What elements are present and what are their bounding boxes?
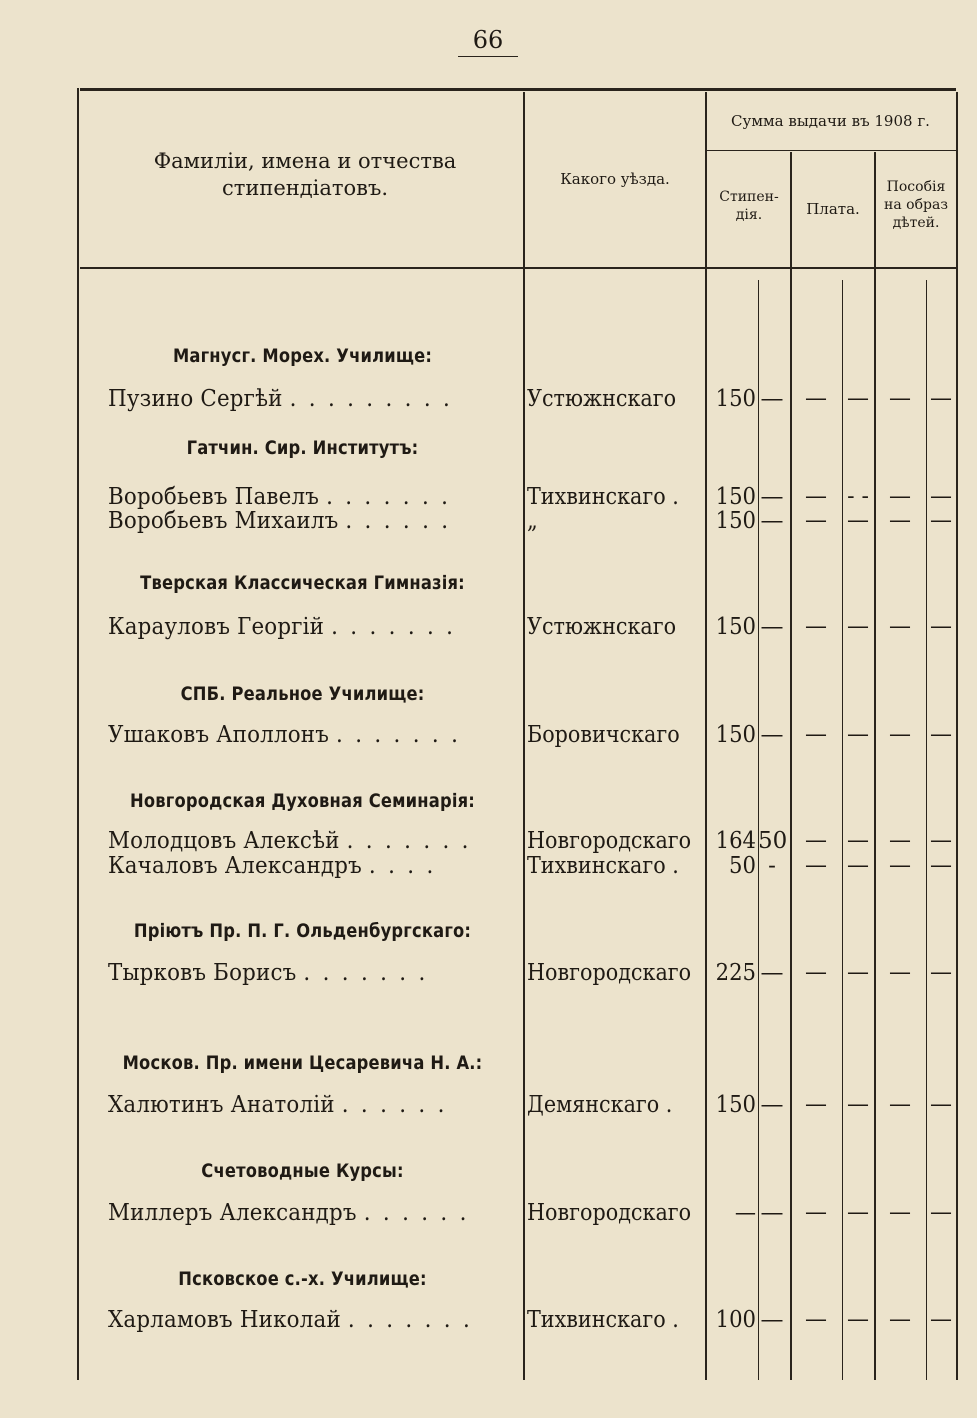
posobie-kop-cell: —: [930, 722, 952, 747]
posobie-kop-cell: —: [930, 508, 952, 533]
plata-kop-cell: —: [847, 828, 869, 853]
plata-kop-cell: —: [847, 853, 869, 878]
posobie-rub-cell: —: [889, 722, 911, 747]
table-row: [0, 508, 977, 538]
leader-dots: . . . . . . .: [331, 614, 456, 640]
posobie-rub-cell: —: [889, 1307, 911, 1332]
posobie-kop-cell: —: [930, 484, 952, 509]
plata-kop-cell: —: [847, 1092, 869, 1117]
sum-header-rule: [706, 150, 956, 151]
header-plata: Плата.: [806, 200, 860, 218]
student-name-text: Миллеръ Александръ: [108, 1200, 357, 1226]
table-row: [0, 960, 977, 990]
section-title: Новгородская Духовная Семинарія:: [130, 790, 475, 812]
uezd-cell: Новгородскаго: [527, 828, 692, 854]
header-stipend: Стипен-дія.: [719, 189, 779, 224]
section-title: Тверская Классическая Гимназія:: [140, 572, 465, 594]
uezd-cell: Новгородскаго: [527, 1200, 692, 1226]
plata-rub-cell: —: [805, 484, 827, 509]
student-name-text: Харламовъ Николай: [108, 1307, 341, 1333]
stipend-rub-cell: 225: [715, 960, 756, 986]
stipend-kop-cell: 50: [758, 828, 788, 854]
header-sum: Сумма выдачи въ 1908 г.: [731, 112, 930, 130]
student-name-text: Халютинъ Анатолій: [108, 1092, 335, 1118]
plata-rub-cell: —: [805, 853, 827, 878]
stipend-rub-cell: 100: [715, 1307, 756, 1333]
header-bottom-rule: [80, 267, 956, 269]
header-uezd: Какого уѣзда.: [560, 170, 670, 188]
plata-kop-cell: —: [847, 1307, 869, 1332]
posobie-kop-cell: —: [930, 1092, 952, 1117]
col-divider-posobie: [874, 152, 876, 1380]
leader-dots: . . . .: [368, 853, 437, 879]
stipend-rub-cell: 150: [715, 1092, 756, 1118]
student-name-text: Молодцовъ Алексѣй: [108, 828, 340, 854]
student-name: [108, 1092, 485, 1118]
section-title: Пріютъ Пр. П. Г. Ольденбургскаго:: [133, 920, 472, 942]
uezd-cell: „: [527, 508, 538, 534]
table-row: [0, 1307, 977, 1337]
section-title: Магнусг. Морех. Училище:: [172, 345, 433, 367]
stipend-kop-cell: —: [760, 508, 784, 534]
table-row: [0, 853, 977, 883]
page-number: 66: [458, 26, 518, 57]
uezd-cell: Боровичскаго: [527, 722, 680, 748]
stipend-rub-cell: 150: [715, 508, 756, 534]
posobie-rub-cell: —: [889, 614, 911, 639]
col-divider-plata: [790, 152, 792, 1380]
stipend-rub-cell: 50: [729, 853, 756, 879]
plata-kop-cell: —: [847, 722, 869, 747]
uezd-cell: Новгородскаго: [527, 960, 692, 986]
table-row: [0, 722, 977, 752]
leader-dots: . . . . . .: [345, 508, 451, 534]
leader-dots: . . . . . . .: [336, 722, 461, 748]
plata-rub-cell: —: [805, 1092, 827, 1117]
uezd-cell: Тихвинскаго .: [527, 1307, 679, 1333]
plata-rub-cell: —: [805, 614, 827, 639]
uezd-cell: Тихвинскаго .: [527, 853, 679, 879]
stipend-kop-cell: —: [760, 1092, 784, 1118]
posobie-kop-cell: —: [930, 828, 952, 853]
student-name-text: Воробьевъ Михаилъ: [108, 508, 339, 534]
plata-kop-cell: —: [847, 614, 869, 639]
plata-rub-cell: —: [805, 828, 827, 853]
section-title: Псковское с.-х. Училище:: [178, 1268, 427, 1290]
stipend-kop-cell: —: [760, 1307, 784, 1333]
stipend-kop-cell: —: [760, 614, 784, 640]
section-title: Москов. Пр. имени Цесаревича Н. А.:: [122, 1052, 483, 1074]
student-name: [108, 1307, 485, 1333]
table-top-rule: [80, 88, 956, 91]
student-name: [108, 386, 485, 412]
student-name: [108, 828, 485, 854]
stipend-kop-cell: —: [760, 960, 784, 986]
plata-rub-cell: —: [805, 508, 827, 533]
leader-dots: . . . . . . .: [303, 960, 429, 986]
plata-kop-cell: - -: [847, 484, 869, 509]
student-name: [108, 722, 485, 748]
student-name-text: Тырковъ Борисъ: [108, 960, 297, 986]
stipend-kop-cell: —: [760, 386, 784, 412]
student-name: [108, 853, 485, 879]
section-title: Гатчин. Сир. Институтъ:: [186, 437, 419, 459]
leader-dots: . . . . . . . . .: [289, 386, 453, 412]
student-name: [108, 484, 485, 510]
stipend-kop-cell: —: [760, 1200, 784, 1226]
stipend-rub-cell: 164: [715, 828, 756, 854]
leader-dots: . . . . . . .: [346, 828, 472, 854]
section-title: Счетоводные Курсы:: [201, 1160, 404, 1182]
posobie-rub-cell: —: [889, 828, 911, 853]
posobie-kop-cell: —: [930, 853, 952, 878]
plata-kop-cell: —: [847, 386, 869, 411]
posobie-kop-cell: —: [930, 960, 952, 985]
posobie-rub-cell: —: [889, 1092, 911, 1117]
student-name-text: Пузино Сергѣй: [108, 386, 283, 412]
student-name-text: Ушаковъ Аполлонъ: [108, 722, 330, 748]
posobie-rub-cell: —: [889, 508, 911, 533]
uezd-cell: Демянскаго .: [527, 1092, 673, 1118]
posobie-rub-cell: —: [889, 484, 911, 509]
stipend-rub-cell: 150: [715, 614, 756, 640]
student-name-text: Карауловъ Георгій: [108, 614, 325, 640]
leader-dots: . . . . . .: [341, 1092, 448, 1118]
posobie-kop-cell: —: [930, 386, 952, 411]
section-title: СПБ. Реальное Училище:: [180, 683, 425, 705]
posobie-kop-cell: —: [930, 1200, 952, 1225]
student-name: [108, 614, 485, 640]
student-name: [108, 508, 485, 534]
plata-kop-cell: —: [847, 960, 869, 985]
posobie-kop-cell: —: [930, 614, 952, 639]
posobie-kop-cell: —: [930, 1307, 952, 1332]
plata-rub-cell: —: [805, 1200, 827, 1225]
leader-dots: . . . . . . .: [347, 1307, 473, 1333]
posobie-rub-cell: —: [889, 386, 911, 411]
plata-kop-cell: —: [847, 508, 869, 533]
leader-dots: . . . . . .: [363, 1200, 470, 1226]
leader-dots: . . . . . . .: [326, 484, 451, 510]
plata-rub-cell: —: [805, 960, 827, 985]
header-names: Фамиліи, имена и отчества стипендіатовъ.: [153, 149, 457, 201]
student-name-text: Воробьевъ Павелъ: [108, 484, 320, 510]
stipend-rub-cell: 150: [715, 484, 756, 510]
header-posobie: Пособія на образ дѣтей.: [884, 179, 948, 232]
stipend-kop-cell: —: [760, 484, 784, 510]
student-name: [108, 1200, 485, 1226]
posobie-rub-cell: —: [889, 1200, 911, 1225]
stipend-rub-cell: 150: [715, 386, 756, 412]
stipend-kop-cell: -: [768, 853, 776, 879]
stipend-kop-cell: —: [760, 722, 784, 748]
uezd-cell: Устюжнскаго: [527, 386, 677, 412]
uezd-cell: Устюжнскаго: [527, 614, 677, 640]
posobie-rub-cell: —: [889, 960, 911, 985]
uezd-cell: Тихвинскаго .: [527, 484, 679, 510]
plata-rub-cell: —: [805, 1307, 827, 1332]
student-name: [108, 960, 485, 986]
stipend-rub-cell: —: [734, 1200, 756, 1226]
student-name-text: Качаловъ Александръ: [108, 853, 362, 879]
plata-kop-cell: —: [847, 1200, 869, 1225]
table-row: [0, 614, 977, 644]
table-row: [0, 1200, 977, 1230]
posobie-rub-cell: —: [889, 853, 911, 878]
table-row: [0, 1092, 977, 1122]
table-row: [0, 386, 977, 416]
plata-rub-cell: —: [805, 722, 827, 747]
stipend-rub-cell: 150: [715, 722, 756, 748]
plata-rub-cell: —: [805, 386, 827, 411]
